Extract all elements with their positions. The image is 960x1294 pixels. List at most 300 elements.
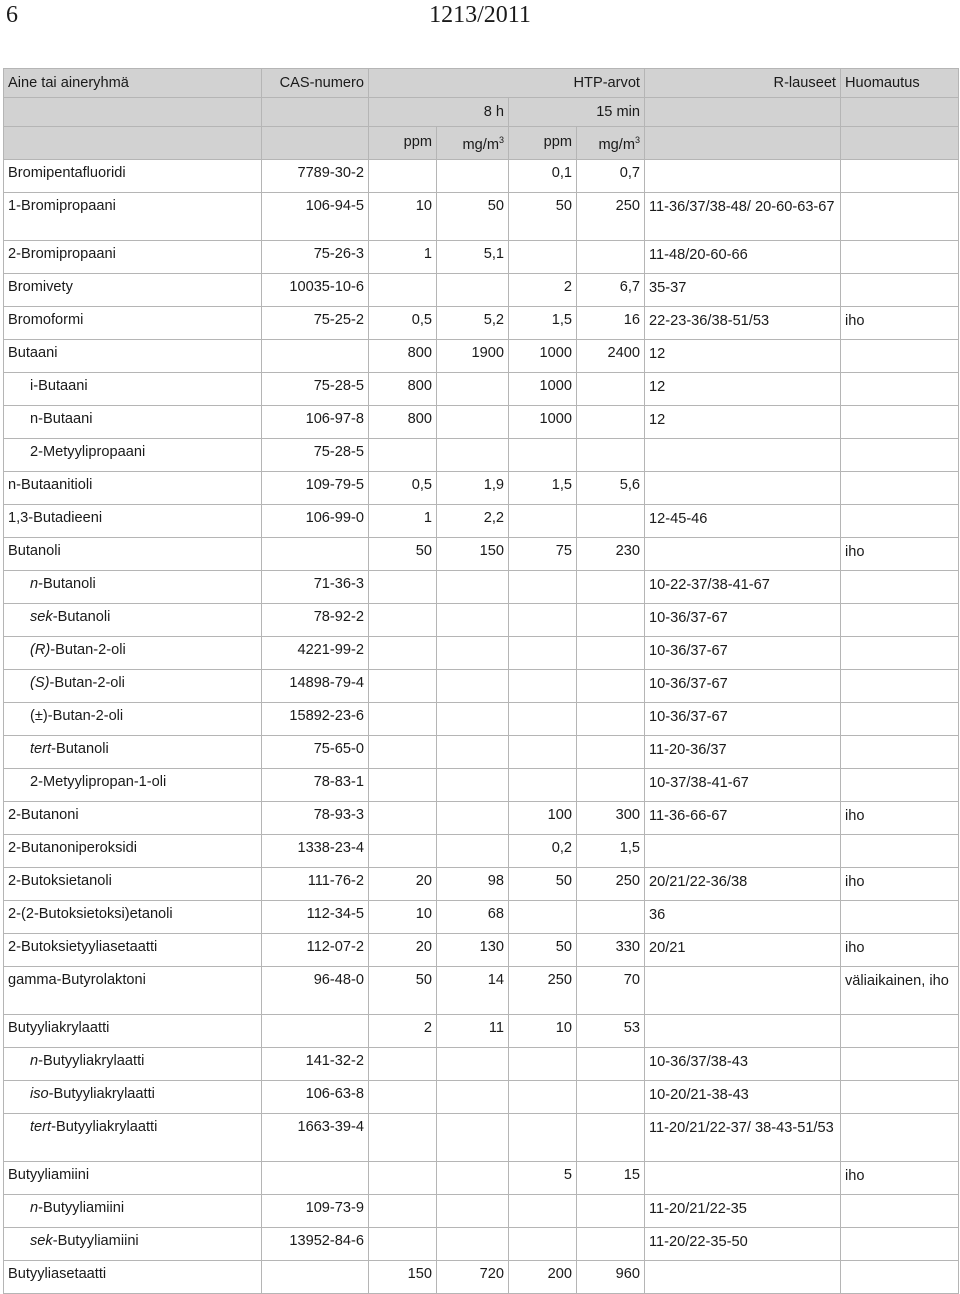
htp-8h-ppm-cell: 2: [369, 1014, 437, 1047]
substance-cell: Butyyliakrylaatti: [4, 1014, 262, 1047]
cas-number-cell: 106-99-0: [262, 504, 369, 537]
substance-cell: [4, 570, 262, 603]
substance-prefix: n: [30, 1052, 39, 1069]
cas-number-cell: [262, 537, 369, 570]
header-15min: 15 min: [509, 98, 645, 127]
substance-cell: gamma-Butyrolaktoni: [4, 966, 262, 1014]
note-cell: [841, 1047, 959, 1080]
cas-number-cell: 78-83-1: [262, 768, 369, 801]
htp-15min-mg-cell: [577, 240, 645, 273]
substance-prefix: n: [30, 575, 39, 592]
cas-number-cell: 112-34-5: [262, 900, 369, 933]
note-cell: [841, 438, 959, 471]
r-phrases-cell: 22-23-36/38-51/53: [645, 306, 841, 339]
cas-number-cell: [262, 1260, 369, 1293]
htp-15min-ppm-cell: [509, 504, 577, 537]
htp-15min-ppm-cell: [509, 1080, 577, 1113]
header-unit-ppm: ppm: [369, 127, 437, 160]
note-cell: [841, 834, 959, 867]
htp-15min-mg-cell: [577, 372, 645, 405]
substance-cell: 2-Butanoniperoksidi: [4, 834, 262, 867]
note-cell: [841, 1227, 959, 1260]
note-cell: [841, 900, 959, 933]
substance-prefix: (R): [30, 641, 51, 658]
r-phrases-cell: [645, 1260, 841, 1293]
header-row-3: [4, 127, 959, 160]
note-cell: [841, 1080, 959, 1113]
htp-8h-ppm-cell: 10: [369, 900, 437, 933]
cas-number-cell: 75-65-0: [262, 735, 369, 768]
header-blank: [4, 98, 262, 127]
substance-cell: i-Butaani: [4, 372, 262, 405]
header-unit-ppm: ppm: [509, 127, 577, 160]
r-phrases-cell: 11-36/37/38-48/ 20-60-63-67: [645, 192, 841, 240]
r-phrases-cell: [645, 1014, 841, 1047]
htp-8h-mg-cell: 2,2: [437, 504, 509, 537]
htp-8h-mg-cell: 11: [437, 1014, 509, 1047]
htp-15min-ppm-cell: 50: [509, 192, 577, 240]
htp-8h-ppm-cell: [369, 1047, 437, 1080]
r-phrases-cell: 10-36/37-67: [645, 669, 841, 702]
htp-8h-mg-cell: [437, 603, 509, 636]
table-row: [4, 867, 959, 900]
cas-number-cell: 96-48-0: [262, 966, 369, 1014]
htp-15min-mg-cell: [577, 603, 645, 636]
substance-cell: n-Butaani: [4, 405, 262, 438]
r-phrases-cell: 10-36/37-67: [645, 603, 841, 636]
note-cell: iho: [841, 537, 959, 570]
table-row: [4, 1080, 959, 1113]
header-row-2: [4, 98, 959, 127]
htp-15min-ppm-cell: [509, 1194, 577, 1227]
substance-cell: [4, 1080, 262, 1113]
htp-8h-ppm-cell: [369, 1161, 437, 1194]
htp-15min-mg-cell: [577, 1194, 645, 1227]
htp-8h-mg-cell: [437, 1194, 509, 1227]
htp-15min-ppm-cell: 2: [509, 273, 577, 306]
substance-cell: 2-(2-Butoksietoksi)etanoli: [4, 900, 262, 933]
r-phrases-cell: [645, 159, 841, 192]
htp-15min-ppm-cell: [509, 768, 577, 801]
table-row: [4, 669, 959, 702]
htp-8h-mg-cell: [437, 735, 509, 768]
htp-15min-mg-cell: 0,7: [577, 159, 645, 192]
htp-15min-mg-cell: 15: [577, 1161, 645, 1194]
substance-name: -Butanoli: [51, 740, 109, 757]
htp-8h-ppm-cell: 50: [369, 537, 437, 570]
htp-15min-ppm-cell: 75: [509, 537, 577, 570]
htp-15min-ppm-cell: 50: [509, 867, 577, 900]
note-cell: [841, 471, 959, 504]
htp-15min-mg-cell: 250: [577, 192, 645, 240]
note-cell: [841, 192, 959, 240]
substance-cell: Butanoli: [4, 537, 262, 570]
header-unit-mg: [577, 127, 645, 160]
htp-8h-mg-cell: 5,2: [437, 306, 509, 339]
htp-15min-ppm-cell: [509, 1047, 577, 1080]
substance-name: -Butyyliakrylaatti: [51, 1118, 158, 1135]
cas-number-cell: 15892-23-6: [262, 702, 369, 735]
cas-number-cell: [262, 1161, 369, 1194]
note-cell: [841, 339, 959, 372]
htp-8h-mg-cell: [437, 702, 509, 735]
r-phrases-cell: 11-20/22-35-50: [645, 1227, 841, 1260]
r-phrases-cell: 10-36/37-67: [645, 636, 841, 669]
r-phrases-cell: [645, 834, 841, 867]
htp-15min-ppm-cell: [509, 636, 577, 669]
htp-15min-mg-cell: [577, 1080, 645, 1113]
htp-8h-ppm-cell: [369, 603, 437, 636]
htp-8h-ppm-cell: 800: [369, 372, 437, 405]
substance-cell: 2-Bromipropaani: [4, 240, 262, 273]
table-body: [4, 69, 959, 1294]
htp-15min-ppm-cell: 50: [509, 933, 577, 966]
substance-name: -Butyyliamiini: [52, 1232, 139, 1249]
htp-8h-mg-cell: [437, 1113, 509, 1161]
cas-number-cell: 75-25-2: [262, 306, 369, 339]
substance-cell: 1,3-Butadieeni: [4, 504, 262, 537]
substance-name: -Butyyliamiini: [38, 1199, 125, 1216]
cas-number-cell: 1338-23-4: [262, 834, 369, 867]
cas-number-cell: 4221-99-2: [262, 636, 369, 669]
htp-8h-mg-cell: 14: [437, 966, 509, 1014]
note-cell: [841, 273, 959, 306]
note-cell: [841, 1260, 959, 1293]
htp-8h-mg-cell: [437, 1161, 509, 1194]
substance-cell: 1-Bromipropaani: [4, 192, 262, 240]
htp-8h-mg-cell: [437, 834, 509, 867]
table-row: [4, 1227, 959, 1260]
htp-8h-ppm-cell: [369, 1227, 437, 1260]
header-cas: CAS-numero: [262, 69, 369, 98]
table-row: [4, 438, 959, 471]
htp-8h-ppm-cell: [369, 669, 437, 702]
htp-8h-mg-cell: 5,1: [437, 240, 509, 273]
htp-15min-mg-cell: [577, 1113, 645, 1161]
header-blank: [645, 98, 841, 127]
cas-number-cell: 106-63-8: [262, 1080, 369, 1113]
header-blank: [841, 98, 959, 127]
cas-number-cell: 10035-10-6: [262, 273, 369, 306]
header-htp: HTP-arvot: [369, 69, 645, 98]
htp-8h-ppm-cell: 150: [369, 1260, 437, 1293]
substance-cell: [4, 636, 262, 669]
r-phrases-cell: 20/21: [645, 933, 841, 966]
htp-15min-ppm-cell: 200: [509, 1260, 577, 1293]
note-cell: iho: [841, 306, 959, 339]
table-row: [4, 933, 959, 966]
header-blank: [4, 127, 262, 160]
substance-cell: [4, 669, 262, 702]
r-phrases-cell: 10-36/37-67: [645, 702, 841, 735]
htp-15min-mg-cell: 300: [577, 801, 645, 834]
htp-8h-mg-cell: [437, 768, 509, 801]
cas-number-cell: 78-92-2: [262, 603, 369, 636]
note-cell: [841, 669, 959, 702]
htp-15min-mg-cell: 1,5: [577, 834, 645, 867]
table-row: [4, 504, 959, 537]
htp-15min-mg-cell: 250: [577, 867, 645, 900]
cas-number-cell: 106-94-5: [262, 192, 369, 240]
htp-15min-ppm-cell: 1,5: [509, 306, 577, 339]
substance-cell: 2-Metyylipropan-1-oli: [4, 768, 262, 801]
r-phrases-cell: 10-37/38-41-67: [645, 768, 841, 801]
htp-15min-mg-cell: [577, 1227, 645, 1260]
htp-8h-ppm-cell: [369, 570, 437, 603]
htp-15min-ppm-cell: [509, 240, 577, 273]
htp-15min-ppm-cell: [509, 1227, 577, 1260]
htp-15min-mg-cell: 6,7: [577, 273, 645, 306]
substance-cell: Butaani: [4, 339, 262, 372]
table-row: [4, 801, 959, 834]
htp-8h-mg-cell: 50: [437, 192, 509, 240]
htp-8h-ppm-cell: [369, 834, 437, 867]
htp-15min-ppm-cell: [509, 570, 577, 603]
substance-prefix: tert: [30, 1118, 52, 1135]
htp-8h-mg-cell: [437, 1047, 509, 1080]
header-substance: Aine tai aineryhmä: [4, 69, 262, 98]
unit-text: mg/m: [598, 136, 635, 153]
table-row: [4, 405, 959, 438]
substance-cell: [4, 735, 262, 768]
cas-number-cell: 13952-84-6: [262, 1227, 369, 1260]
htp-15min-mg-cell: [577, 636, 645, 669]
htp-8h-ppm-cell: [369, 1113, 437, 1161]
substance-cell: Butyyliamiini: [4, 1161, 262, 1194]
unit-superscript: 3: [498, 135, 504, 145]
htp-15min-mg-cell: [577, 438, 645, 471]
htp-8h-mg-cell: [437, 1227, 509, 1260]
htp-8h-ppm-cell: [369, 273, 437, 306]
substance-name: -Butyyliakrylaatti: [48, 1085, 155, 1102]
cas-number-cell: 75-28-5: [262, 438, 369, 471]
substance-cell: [4, 1194, 262, 1227]
htp-15min-mg-cell: 5,6: [577, 471, 645, 504]
substance-prefix: n: [30, 1199, 39, 1216]
header-blank: [841, 127, 959, 160]
table-row: [4, 768, 959, 801]
htp-8h-mg-cell: [437, 636, 509, 669]
htp-15min-ppm-cell: 1000: [509, 405, 577, 438]
htp-15min-mg-cell: 70: [577, 966, 645, 1014]
htp-15min-mg-cell: 330: [577, 933, 645, 966]
htp-8h-mg-cell: 98: [437, 867, 509, 900]
substance-cell: 2-Butoksietanoli: [4, 867, 262, 900]
header-r-phrases: R-lauseet: [645, 69, 841, 98]
htp-15min-ppm-cell: 10: [509, 1014, 577, 1047]
note-cell: [841, 1113, 959, 1161]
r-phrases-cell: 12: [645, 372, 841, 405]
htp-8h-ppm-cell: [369, 438, 437, 471]
cas-number-cell: 109-73-9: [262, 1194, 369, 1227]
cas-number-cell: 14898-79-4: [262, 669, 369, 702]
cas-number-cell: 7789-30-2: [262, 159, 369, 192]
table-row: [4, 1161, 959, 1194]
substance-name: -Butyyliakrylaatti: [38, 1052, 145, 1069]
htp-8h-ppm-cell: 50: [369, 966, 437, 1014]
htp-15min-mg-cell: [577, 669, 645, 702]
table-row: [4, 966, 959, 1014]
htp-15min-mg-cell: [577, 768, 645, 801]
substance-name: -Butanoli: [52, 608, 111, 625]
htp-8h-mg-cell: 68: [437, 900, 509, 933]
table-row: [4, 1194, 959, 1227]
page-header: [0, 0, 960, 50]
note-cell: [841, 702, 959, 735]
note-cell: iho: [841, 933, 959, 966]
substance-cell: n-Butaanitioli: [4, 471, 262, 504]
htp-15min-ppm-cell: [509, 1113, 577, 1161]
substance-name: -Butan-2-oli: [50, 641, 126, 658]
htp-8h-ppm-cell: 0,5: [369, 471, 437, 504]
r-phrases-cell: [645, 966, 841, 1014]
table-row: [4, 306, 959, 339]
cas-number-cell: [262, 1014, 369, 1047]
substance-prefix: tert: [30, 740, 52, 757]
table-row: [4, 570, 959, 603]
header-blank: [645, 127, 841, 160]
table-row: [4, 159, 959, 192]
htp-8h-ppm-cell: 1: [369, 240, 437, 273]
cas-number-cell: 106-97-8: [262, 405, 369, 438]
substance-prefix: (S): [30, 674, 50, 691]
substance-cell: [4, 603, 262, 636]
htp-15min-mg-cell: [577, 570, 645, 603]
r-phrases-cell: 12: [645, 405, 841, 438]
htp-15min-ppm-cell: 5: [509, 1161, 577, 1194]
cas-number-cell: [262, 339, 369, 372]
htp-8h-mg-cell: [437, 669, 509, 702]
note-cell: [841, 372, 959, 405]
r-phrases-cell: 35-37: [645, 273, 841, 306]
r-phrases-cell: 11-36-66-67: [645, 801, 841, 834]
exposure-limits-table: [3, 68, 959, 1294]
header-blank: [262, 127, 369, 160]
table-row: [4, 372, 959, 405]
note-cell: [841, 240, 959, 273]
substance-cell: Bromipentafluoridi: [4, 159, 262, 192]
unit-text: mg/m: [462, 136, 499, 153]
table-row: [4, 339, 959, 372]
htp-15min-ppm-cell: 1000: [509, 339, 577, 372]
r-phrases-cell: [645, 537, 841, 570]
htp-8h-ppm-cell: [369, 1194, 437, 1227]
cas-number-cell: 71-36-3: [262, 570, 369, 603]
htp-15min-ppm-cell: 250: [509, 966, 577, 1014]
table-row: [4, 240, 959, 273]
cas-number-cell: 78-93-3: [262, 801, 369, 834]
cas-number-cell: 109-79-5: [262, 471, 369, 504]
table-row: [4, 192, 959, 240]
cas-number-cell: 111-76-2: [262, 867, 369, 900]
r-phrases-cell: [645, 1161, 841, 1194]
htp-15min-mg-cell: [577, 504, 645, 537]
substance-prefix: iso: [30, 1085, 49, 1102]
table-row: [4, 735, 959, 768]
htp-15min-ppm-cell: 1,5: [509, 471, 577, 504]
table-row: [4, 1047, 959, 1080]
substance-name: -Butanoli: [38, 575, 96, 592]
note-cell: väliaikainen, iho: [841, 966, 959, 1014]
r-phrases-cell: 11-20/21/22-35: [645, 1194, 841, 1227]
r-phrases-cell: 20/21/22-36/38: [645, 867, 841, 900]
htp-15min-mg-cell: [577, 405, 645, 438]
htp-8h-ppm-cell: [369, 159, 437, 192]
note-cell: [841, 603, 959, 636]
cas-number-cell: 1663-39-4: [262, 1113, 369, 1161]
htp-8h-ppm-cell: [369, 702, 437, 735]
htp-15min-mg-cell: [577, 702, 645, 735]
htp-8h-ppm-cell: 800: [369, 339, 437, 372]
htp-8h-mg-cell: 1900: [437, 339, 509, 372]
htp-15min-ppm-cell: 100: [509, 801, 577, 834]
htp-15min-ppm-cell: [509, 735, 577, 768]
htp-15min-mg-cell: [577, 900, 645, 933]
substance-cell: 2-Butoksietyyliasetaatti: [4, 933, 262, 966]
note-cell: [841, 159, 959, 192]
htp-15min-mg-cell: [577, 735, 645, 768]
table-row: [4, 603, 959, 636]
htp-15min-mg-cell: 960: [577, 1260, 645, 1293]
note-cell: iho: [841, 867, 959, 900]
htp-15min-ppm-cell: [509, 669, 577, 702]
note-cell: [841, 1194, 959, 1227]
htp-8h-ppm-cell: 800: [369, 405, 437, 438]
htp-8h-ppm-cell: 10: [369, 192, 437, 240]
header-note: Huomautus: [841, 69, 959, 98]
cas-number-cell: 75-26-3: [262, 240, 369, 273]
htp-8h-mg-cell: [437, 801, 509, 834]
table-row: [4, 702, 959, 735]
r-phrases-cell: 12-45-46: [645, 504, 841, 537]
htp-15min-ppm-cell: 0,2: [509, 834, 577, 867]
htp-15min-mg-cell: 16: [577, 306, 645, 339]
unit-superscript: 3: [634, 135, 640, 145]
htp-8h-mg-cell: 720: [437, 1260, 509, 1293]
header-blank: [262, 98, 369, 127]
substance-name: -Butan-2-oli: [49, 674, 125, 691]
header-row-1: [4, 69, 959, 98]
substance-cell: Butyyliasetaatti: [4, 1260, 262, 1293]
htp-8h-mg-cell: [437, 1080, 509, 1113]
note-cell: iho: [841, 1161, 959, 1194]
note-cell: [841, 504, 959, 537]
table-row: [4, 1014, 959, 1047]
substance-cell: Bromoformi: [4, 306, 262, 339]
substance-cell: [4, 1047, 262, 1080]
substance-prefix: sek: [30, 608, 53, 625]
htp-8h-ppm-cell: 20: [369, 867, 437, 900]
table-row: [4, 273, 959, 306]
htp-15min-ppm-cell: [509, 603, 577, 636]
substance-cell: Bromivety: [4, 273, 262, 306]
page-number: 6: [6, 2, 18, 28]
note-cell: [841, 1014, 959, 1047]
table-row: [4, 1260, 959, 1293]
r-phrases-cell: 11-20-36/37: [645, 735, 841, 768]
substance-prefix: sek: [30, 1232, 53, 1249]
htp-8h-mg-cell: [437, 570, 509, 603]
htp-8h-mg-cell: 1,9: [437, 471, 509, 504]
htp-8h-mg-cell: [437, 273, 509, 306]
header-8h: 8 h: [369, 98, 509, 127]
htp-15min-ppm-cell: 1000: [509, 372, 577, 405]
substance-cell: (±)-Butan-2-oli: [4, 702, 262, 735]
substance-cell: 2-Metyylipropaani: [4, 438, 262, 471]
r-phrases-cell: 11-20/21/22-37/ 38-43-51/53: [645, 1113, 841, 1161]
note-cell: [841, 636, 959, 669]
htp-15min-ppm-cell: [509, 702, 577, 735]
